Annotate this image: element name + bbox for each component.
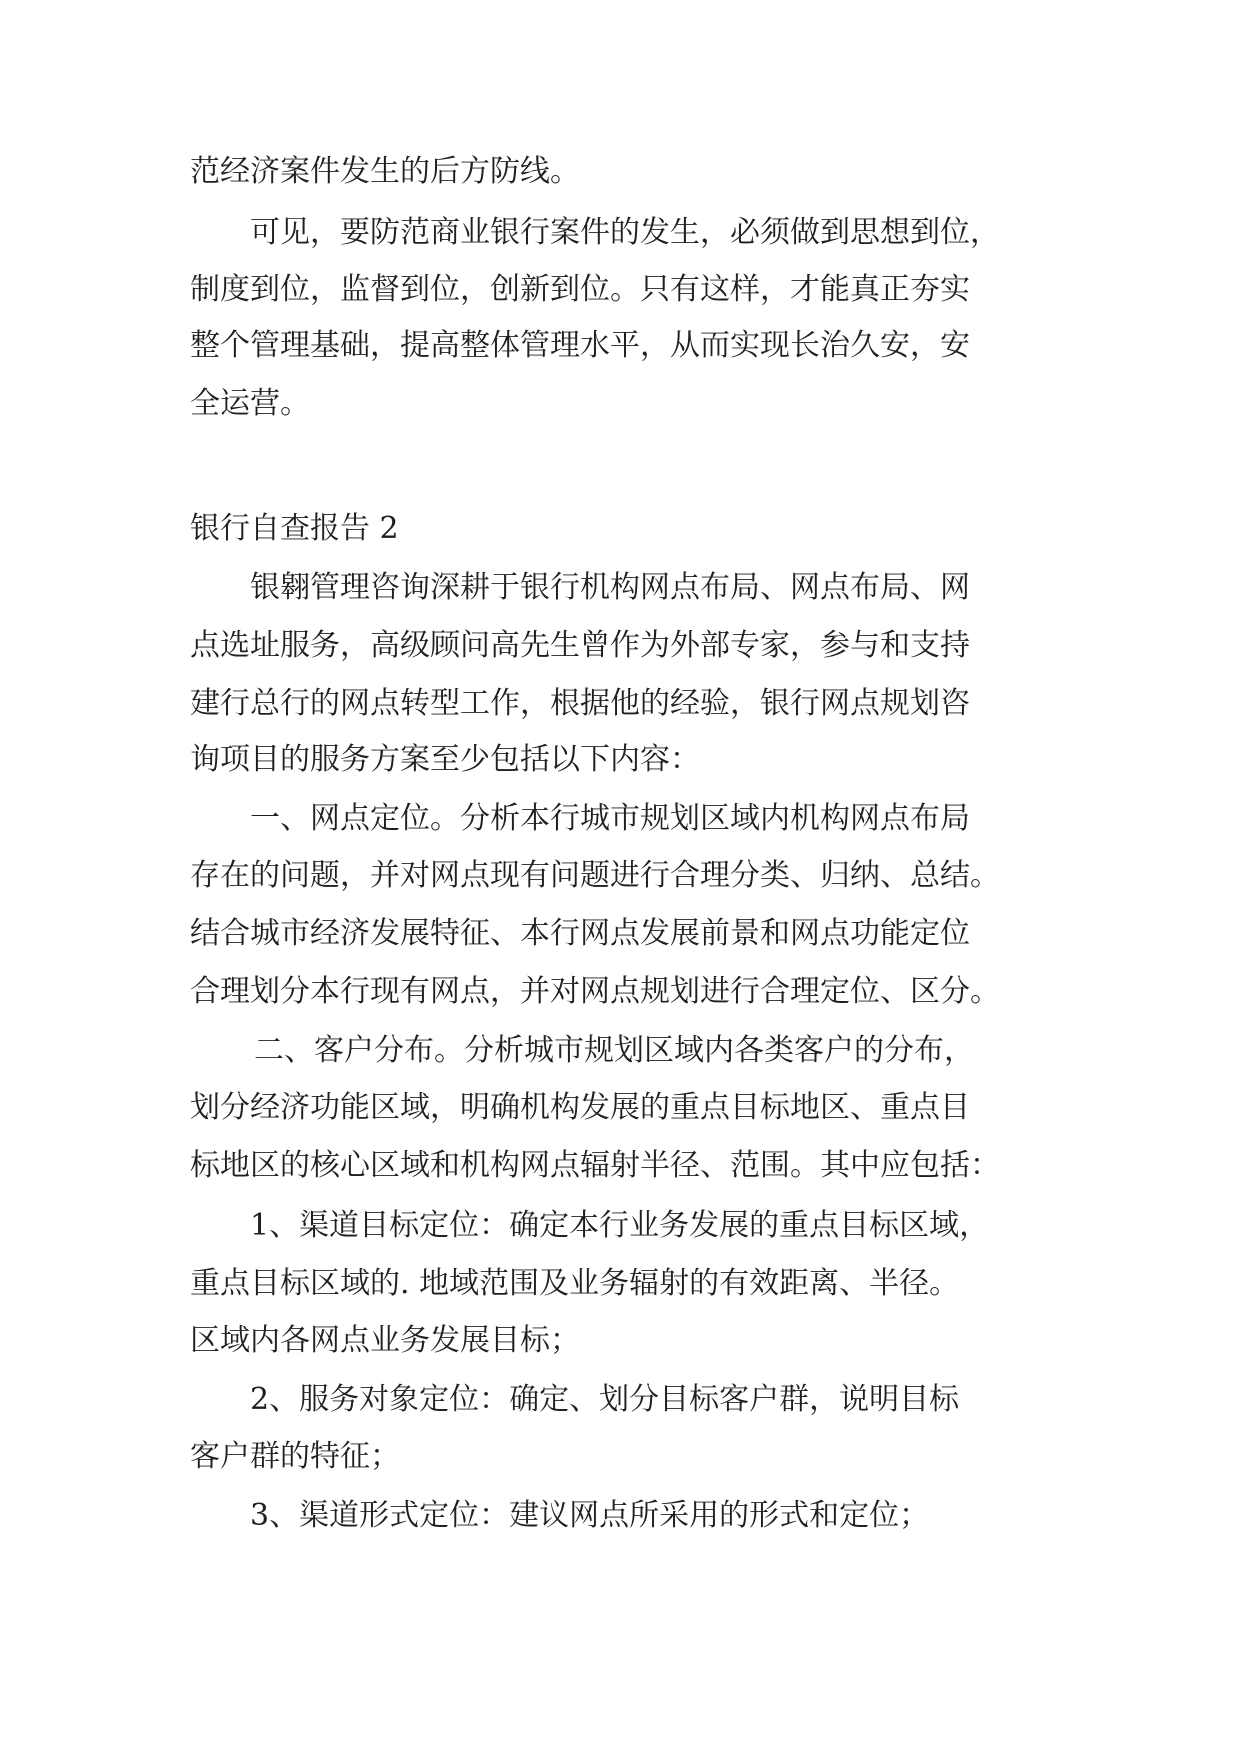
paragraph-line: 客户群的特征； [190, 1439, 400, 1474]
paragraph-line: 1、渠道目标定位：确定本行业务发展的重点目标区域， [250, 1208, 990, 1243]
paragraph-line: 二、客户分布。分析城市规划区域内各类客户的分布， [254, 1033, 974, 1068]
paragraph-line: 重点目标区域的. 地域范围及业务辐射的有效距离、半径。 [190, 1266, 960, 1301]
paragraph-line: 划分经济功能区域，明确机构发展的重点目标地区、重点目 [190, 1090, 970, 1125]
paragraph-line: 标地区的核心区域和机构网点辐射半径、范围。其中应包括： [190, 1148, 1000, 1183]
paragraph-line: 银翱管理咨询深耕于银行机构网点布局、网点布局、网 [250, 570, 970, 605]
paragraph-line: 结合城市经济发展特征、本行网点发展前景和网点功能定位 [190, 916, 970, 951]
section-title: 银行自查报告 2 [190, 511, 399, 546]
paragraph-line: 存在的问题，并对网点现有问题进行合理分类、归纳、总结。 [190, 858, 1000, 893]
paragraph-line: 区域内各网点业务发展目标； [190, 1323, 580, 1358]
paragraph-line: 可见，要防范商业银行案件的发生，必须做到思想到位， [250, 215, 1000, 250]
paragraph-line: 全运营。 [190, 386, 310, 421]
paragraph-line: 2、服务对象定位：确定、划分目标客户群，说明目标 [250, 1382, 960, 1417]
paragraph-line: 合理划分本行现有网点，并对网点规划进行合理定位、区分。 [190, 974, 1000, 1009]
paragraph-line: 制度到位，监督到位，创新到位。只有这样，才能真正夯实 [190, 272, 970, 307]
paragraph-line: 3、渠道形式定位：建议网点所采用的形式和定位； [250, 1498, 930, 1533]
paragraph-line: 一、网点定位。分析本行城市规划区域内机构网点布局 [250, 801, 970, 836]
paragraph-line: 点选址服务，高级顾问高先生曾作为外部专家，参与和支持 [190, 628, 970, 663]
paragraph-line: 范经济案件发生的后方防线。 [190, 154, 580, 189]
paragraph-line: 建行总行的网点转型工作，根据他的经验，银行网点规划咨 [190, 686, 970, 721]
paragraph-line: 整个管理基础，提高整体管理水平，从而实现长治久安，安 [190, 328, 970, 363]
paragraph-line: 询项目的服务方案至少包括以下内容： [190, 742, 700, 777]
